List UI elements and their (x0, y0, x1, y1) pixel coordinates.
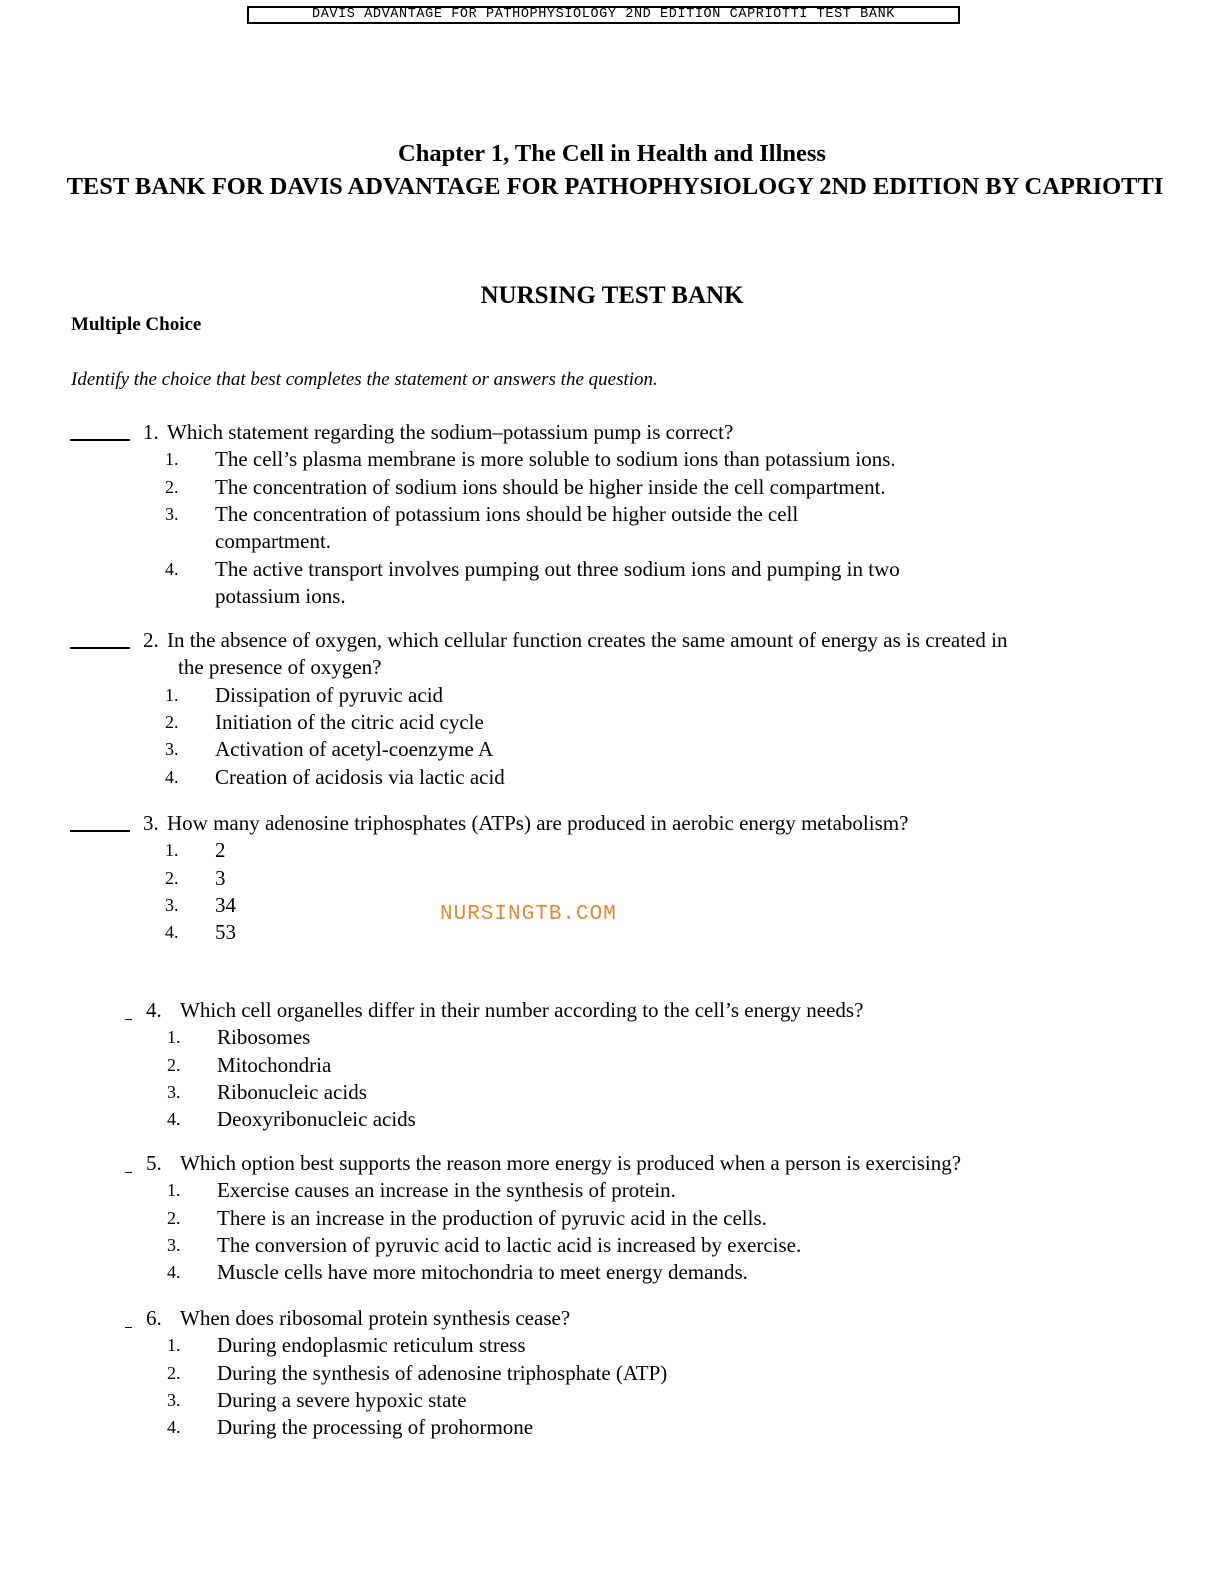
option-text: 2 (215, 838, 226, 863)
nursing-test-bank-title: NURSING TEST BANK (480, 282, 744, 309)
instructions: Identify the choice that best completes the statement or answers the question. (71, 369, 658, 390)
question-text: How many adenosine triphosphates (ATPs) are produced in aerobic energy metabolism? (167, 811, 909, 835)
question-number: 6. (146, 1306, 162, 1330)
section-heading: Multiple Choice (71, 314, 202, 335)
chapter-title: Chapter 1, The Cell in Health and Illness (398, 140, 826, 167)
option-number: 1. (165, 840, 179, 861)
option-number: 2. (167, 1054, 181, 1075)
option-number: 3. (165, 503, 179, 524)
option-number: 3. (165, 739, 179, 760)
option-number: 2. (167, 1207, 181, 1228)
question-text: the presence of oxygen? (178, 655, 382, 680)
answer-blank[interactable] (70, 830, 130, 832)
option-text: 53 (215, 920, 236, 945)
option-text: Ribonucleic acids (217, 1079, 367, 1104)
question-number: 4. (146, 998, 162, 1022)
option-text: Exercise causes an increase in the synthesis of protein. (217, 1178, 676, 1203)
option-text: During a severe hypoxic state (217, 1387, 467, 1412)
option-number: 3. (165, 894, 179, 915)
option-text: The concentration of sodium ions should be higher inside the cell compartment. (215, 474, 886, 499)
option-number: 4. (167, 1262, 181, 1283)
option-number: 1. (165, 449, 179, 470)
option-number: 4. (167, 1109, 181, 1130)
option-text: potassium ions. (215, 583, 346, 608)
option-number: 2. (165, 867, 179, 888)
option-text: compartment. (215, 529, 332, 554)
option-text: Deoxyribonucleic acids (217, 1107, 416, 1132)
option-text: Mitochondria (217, 1052, 332, 1077)
main-title: TEST BANK FOR DAVIS ADVANTAGE FOR PATHOPHYSIOLOGY 2ND EDITION BY CAPRIOTTI (66, 173, 1164, 200)
question-number: 2. (143, 628, 159, 652)
question-text: Which cell organelles differ in their number according to the cell’s energy needs? (180, 998, 864, 1022)
question-number: 3. (143, 811, 159, 835)
answer-blank[interactable] (70, 647, 130, 649)
option-text: Initiation of the citric acid cycle (215, 709, 484, 734)
option-text: The conversion of pyruvic acid to lactic acid is increased by exercise. (217, 1232, 802, 1257)
option-text: During the synthesis of adenosine triphosphate (ATP) (217, 1360, 668, 1385)
option-number: 2. (165, 711, 179, 732)
option-text: There is an increase in the production of pyruvic acid in the cells. (217, 1205, 767, 1230)
option-number: 2. (167, 1362, 181, 1383)
option-number: 3. (167, 1081, 181, 1102)
answer-blank[interactable] (125, 1172, 132, 1173)
option-number: 1. (167, 1027, 181, 1048)
option-text: Ribosomes (217, 1025, 311, 1050)
option-number: 3. (167, 1234, 181, 1255)
question-text: Which statement regarding the sodium–potassium pump is correct? (167, 420, 734, 444)
option-text: Dissipation of pyruvic acid (215, 682, 444, 707)
option-number: 3. (167, 1389, 181, 1410)
option-number: 1. (165, 684, 179, 705)
option-text: 3 (215, 865, 226, 890)
header-banner-text: DAVIS ADVANTAGE FOR PATHOPHYSIOLOGY 2ND EDITION CAPRIOTTI TEST BANK (312, 7, 895, 23)
answer-blank[interactable] (125, 1019, 132, 1020)
option-number: 1. (167, 1180, 181, 1201)
option-text: The cell’s plasma membrane is more soluble to sodium ions than potassium ions. (215, 447, 896, 472)
option-number: 2. (165, 476, 179, 497)
option-text: During endoplasmic reticulum stress (217, 1333, 526, 1358)
option-number: 4. (165, 766, 179, 787)
option-text: Activation of acetyl-coenzyme A (215, 737, 494, 762)
answer-blank[interactable] (125, 1327, 132, 1328)
option-text: The active transport involves pumping out three sodium ions and pumping in two (215, 556, 900, 581)
option-text: Muscle cells have more mitochondria to meet energy demands. (217, 1260, 748, 1285)
option-number: 4. (167, 1417, 181, 1438)
question-number: 5. (146, 1151, 162, 1175)
question-number: 1. (143, 420, 159, 444)
option-number: 1. (167, 1335, 181, 1356)
option-text: Creation of acidosis via lactic acid (215, 764, 505, 789)
answer-blank[interactable] (70, 439, 130, 441)
watermark: NURSINGTB.COM (440, 903, 617, 926)
header-banner (247, 6, 960, 24)
question-text: In the absence of oxygen, which cellular function creates the same amount of energy as is created in (167, 628, 1008, 652)
option-text: 34 (215, 892, 236, 917)
option-text: The concentration of potassium ions should be higher outside the cell (215, 501, 799, 526)
option-number: 4. (165, 922, 179, 943)
option-number: 4. (165, 558, 179, 579)
question-text: When does ribosomal protein synthesis cease? (180, 1306, 571, 1330)
question-text: Which option best supports the reason more energy is produced when a person is exercising? (180, 1151, 962, 1175)
option-text: During the processing of prohormone (217, 1415, 534, 1440)
